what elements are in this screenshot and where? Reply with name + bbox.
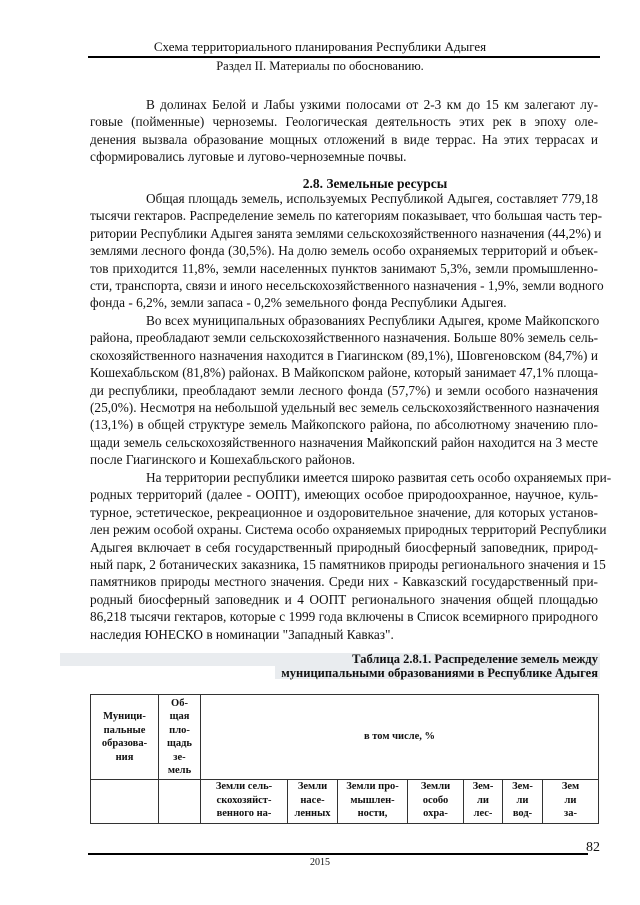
text-line: родный биосферный заповедник и 4 ООПТ регионального значения общей площадью xyxy=(90,591,598,607)
paragraph-municipal xyxy=(90,312,598,469)
empty-cell xyxy=(159,780,201,824)
text-line: родных территорий (далее - ООПТ), имеющих особое природоохранное, научное, куль- xyxy=(90,487,598,503)
text-line: скохозяйственного назначения находится в Гиагинском (89,1%), Шовгеновском (84,7%) и xyxy=(90,347,598,363)
text-line: после Гиагинского и Кошехабльского районов. xyxy=(90,452,356,468)
text-line: (13,1%) в общей структуре земель Майкопского района, по абсолютному значению пло- xyxy=(90,417,598,433)
text-line: сформировались луговые и лугово-черноземные почвы. xyxy=(90,149,407,165)
subheader-land-category: Зем- ли вод- xyxy=(503,780,543,824)
text-line: района, преобладают земли сельскохозяйственного назначения. Больше 80% земель сель- xyxy=(90,330,599,346)
header-municipalities: Муници- пальные образова- ния xyxy=(91,695,159,780)
text-line: (25,0%). Несмотря на небольшой удельный вес земель сельскохозяйственного назначения xyxy=(90,400,600,416)
paragraph-soils xyxy=(90,96,598,166)
text-line: тов приходится 11,8%, земли населенных пунктов занимают 5,3%, земли промышленно- xyxy=(90,260,598,276)
subheader-land-category: Зем ли за- xyxy=(543,780,599,824)
text-line: щади земель сельскохозяйственного назначения Майкопский район находится на 3 месте xyxy=(90,434,598,450)
text-line: говые (пойменные) черноземы. Геологическая деятельность этих рек в эпоху оле- xyxy=(90,114,598,130)
text-line: турное, эстетическое, рекреационное и оздоровительное значение, для которых установ- xyxy=(90,504,598,520)
page-number: 82 xyxy=(586,840,600,855)
land-distribution-table xyxy=(90,694,599,824)
text-line: В долинах Белой и Лабы узкими полосами от 2-3 км до 15 км залегают лу- xyxy=(146,97,598,112)
text-line: наследия ЮНЕСКО в номинации "Западный Кавказ". xyxy=(90,626,394,642)
text-line: На территории республики имеется широко развитая сеть особо охраняемых при- xyxy=(146,470,612,485)
subheader-land-category: Земли про- мышлен- ности, xyxy=(338,780,408,824)
header-total-area: Об- щая пло- щадь зе- мель xyxy=(159,695,201,780)
paragraph-protected-areas xyxy=(90,469,612,643)
empty-cell xyxy=(91,780,159,824)
text-line: 86,218 тысячи гектаров, которые с 1999 года включены в Список всемирного природного xyxy=(90,609,598,625)
footer-divider xyxy=(88,853,588,855)
text-line: тысячи гектаров. Распределение земель по категориям показывает, что большая часть тер- xyxy=(90,208,603,224)
paragraph-land-area xyxy=(90,190,604,312)
text-line: землями лесного фонда (30,5%). На долю земель особо охраняемых территорий и объек- xyxy=(90,243,598,259)
text-line: сти, транспорта, связи и иного несельскохозяйственного назначения - 1,9%, земли водного xyxy=(90,278,604,294)
table-caption xyxy=(281,653,598,680)
text-line: денения вызвала образование мощных отложений в виде террас. На этих террасах и xyxy=(90,131,598,147)
subheader-land-category: Земли насе- ленных xyxy=(288,780,338,824)
text-line: Общая площадь земель, используемых Республикой Адыгея, составляет 779,18 xyxy=(146,191,598,206)
table-caption-line2: муниципальными образованиями в Республике Адыгея xyxy=(281,665,598,680)
header-including-percent: в том числе, % xyxy=(201,695,599,780)
text-line: лен режим особой охраны. Система особо охраняемых природных территорий Республики xyxy=(90,522,607,538)
running-header-title: Схема территориального планирования Республики Адыгея xyxy=(153,39,487,54)
header-divider xyxy=(88,56,600,58)
text-line: ный парк, 2 ботанических заказника, 15 памятников природы регионального значения и 15 xyxy=(90,557,606,573)
text-line: памятников природы местного значения. Среди них - Кавказский государственный при- xyxy=(90,574,598,590)
running-header-subtitle: Раздел II. Материалы по обоснованию. xyxy=(216,59,424,73)
text-line: фонда - 6,2%, земли запаса - 0,2% земельного фонда Республики Адыгея. xyxy=(90,295,507,311)
caption-background-notch xyxy=(60,666,275,679)
text-line: Адыгея включает в себя государственный природный биосферный заповедник, природ- xyxy=(90,539,598,555)
subheader-land-category: Земли особо охра- xyxy=(408,780,464,824)
text-line: ритории Республики Адыгея занята землями сельскохозяйственного назначения (44,2%) и xyxy=(90,225,602,241)
footer-year: 2015 xyxy=(310,857,330,868)
table-caption-line1: Таблица 2.8.1. Распределение земель между xyxy=(352,652,598,666)
subheader-land-category: Зем- ли лес- xyxy=(464,780,503,824)
text-line: Кошехабльском (81,8%) районах. В Майкопском районе, который занимает 47,1% площа- xyxy=(90,365,598,381)
subheader-land-category: Земли сель- скохозяйст- венного на- xyxy=(201,780,288,824)
section-heading: 2.8. Земельные ресурсы xyxy=(302,176,448,191)
text-line: ди республики, преобладают земли лесного фонда (57,7%) и земли особого назначения xyxy=(90,382,598,398)
text-line: Во всех муниципальных образованиях Республики Адыгея, кроме Майкопского xyxy=(146,313,600,328)
